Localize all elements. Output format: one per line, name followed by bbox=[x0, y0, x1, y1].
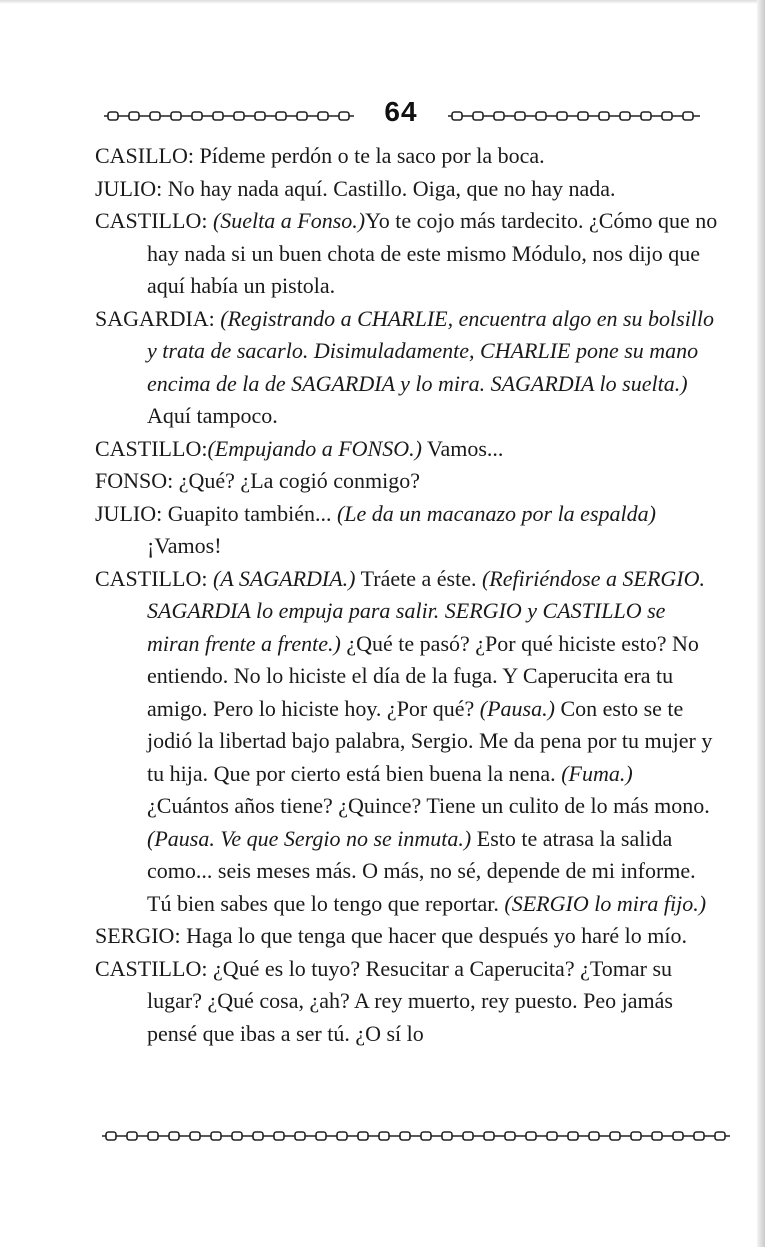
play-dialogue bbox=[95, 140, 720, 1050]
dialogue-paragraph bbox=[95, 465, 720, 498]
dialogue-text: ¡Vamos! bbox=[147, 533, 222, 558]
speaker-name: SERGIO: bbox=[95, 923, 187, 948]
speaker-name: SAGARDIA: bbox=[95, 305, 221, 331]
dialogue-paragraph bbox=[95, 433, 720, 466]
chain-ornament-footer-icon bbox=[102, 1130, 730, 1142]
speaker-name: CASTILLO: bbox=[95, 955, 213, 981]
chain-ornament-left-icon bbox=[104, 110, 354, 122]
stage-direction: (Pausa.) bbox=[479, 695, 555, 721]
dialogue-text: No hay nada aquí. Castillo. Oiga, que no hay nada. bbox=[167, 175, 616, 201]
stage-direction: (Registrando a CHARLIE, encuentra algo en su bolsillo y trata de sacarlo. Disimuladamente, CHARLIE pone su mano encima de la de SAGARDIA y lo mira. SAGARDIA lo suelta.) bbox=[147, 305, 715, 396]
dialogue-text: ¿Qué? ¿La cogió conmigo? bbox=[178, 468, 421, 493]
dialogue-text: Vamos... bbox=[421, 435, 504, 461]
stage-direction: (SERGIO lo mira fijo.) bbox=[504, 890, 707, 916]
dialogue-text: Guapito también... bbox=[167, 500, 337, 526]
speaker-name: CASTILLO: bbox=[95, 565, 213, 591]
speaker-name: CASILLO: bbox=[95, 143, 200, 168]
speaker-name: FONSO: bbox=[95, 468, 179, 493]
speaker-name: CASTILLO: bbox=[95, 435, 208, 461]
dialogue-paragraph bbox=[95, 173, 720, 206]
dialogue-paragraph bbox=[95, 303, 720, 433]
dialogue-text: Yo te cojo más tardecito. ¿Cómo que no hay nada si un buen chota de este mismo Módulo, nos dijo que aquí había un pistola. bbox=[147, 208, 718, 298]
page-top-edge bbox=[0, 0, 765, 4]
speaker-name: JULIO: bbox=[95, 175, 168, 201]
speaker-name: CASTILLO: bbox=[95, 208, 213, 233]
dialogue-text: Pídeme perdón o te la saco por la boca. bbox=[199, 143, 545, 168]
stage-direction: (Le da un macanazo por la espalda) bbox=[336, 500, 656, 526]
dialogue-text: ¿Qué es lo tuyo? Resucitar a Caperucita? ¿Tomar su lugar? ¿Qué cosa, ¿ah? A rey muerto, rey puesto. Peo jamás pensé que ibas a ser tú. ¿O sí lo bbox=[147, 955, 673, 1046]
dialogue-text: Haga lo que tenga que hacer que después yo haré lo mío. bbox=[186, 923, 687, 948]
chain-ornament-right-icon bbox=[448, 110, 700, 122]
dialogue-paragraph bbox=[95, 205, 720, 303]
stage-direction: (Pausa. Ve que Sergio no se inmuta.) bbox=[147, 825, 472, 851]
dialogue-paragraph bbox=[95, 953, 720, 1051]
page-header bbox=[104, 98, 700, 134]
stage-direction: (A SAGARDIA.) bbox=[212, 565, 356, 591]
stage-direction: (Fuma.) bbox=[561, 760, 633, 786]
dialogue-paragraph bbox=[95, 140, 720, 173]
stage-direction: (Suelta a Fonso.) bbox=[212, 208, 366, 233]
dialogue-paragraph bbox=[95, 498, 720, 563]
page-right-edge-shadow bbox=[757, 0, 765, 1247]
dialogue-text: Tráete a éste. bbox=[355, 565, 482, 591]
stage-direction: (Empujando a FONSO.) bbox=[207, 435, 422, 461]
dialogue-text: Con esto se te jodió la libertad bajo palabra, Sergio. Me da pena por tu mujer y tu hija. Que por cierto está bien buena la nena. bbox=[147, 695, 713, 786]
dialogue-paragraph bbox=[95, 563, 720, 921]
speaker-name: JULIO: bbox=[95, 500, 168, 526]
dialogue-text: Aquí tampoco. bbox=[147, 403, 278, 428]
dialogue-text: ¿Cuántos años tiene? ¿Quince? Tiene un culito de lo más mono. bbox=[147, 793, 710, 818]
dialogue-text: ¿Qué te pasó? ¿Por qué hiciste esto? No entiendo. No lo hiciste el día de la fuga. Y Caperucita era tu amigo. Pero lo hiciste hoy. ¿Por qué? bbox=[147, 630, 699, 721]
dialogue-paragraph bbox=[95, 920, 720, 953]
dialogue-text: Esto te atrasa la salida como... seis meses más. O más, no sé, depende de mi informe. Tú bien sabes que lo tengo que reportar. bbox=[147, 825, 696, 916]
stage-direction: (Refiriéndose a SERGIO. SAGARDIA lo empuja para salir. SERGIO y CASTILLO se miran frente a frente.) bbox=[147, 565, 705, 656]
page-number: 64 bbox=[384, 96, 418, 127]
